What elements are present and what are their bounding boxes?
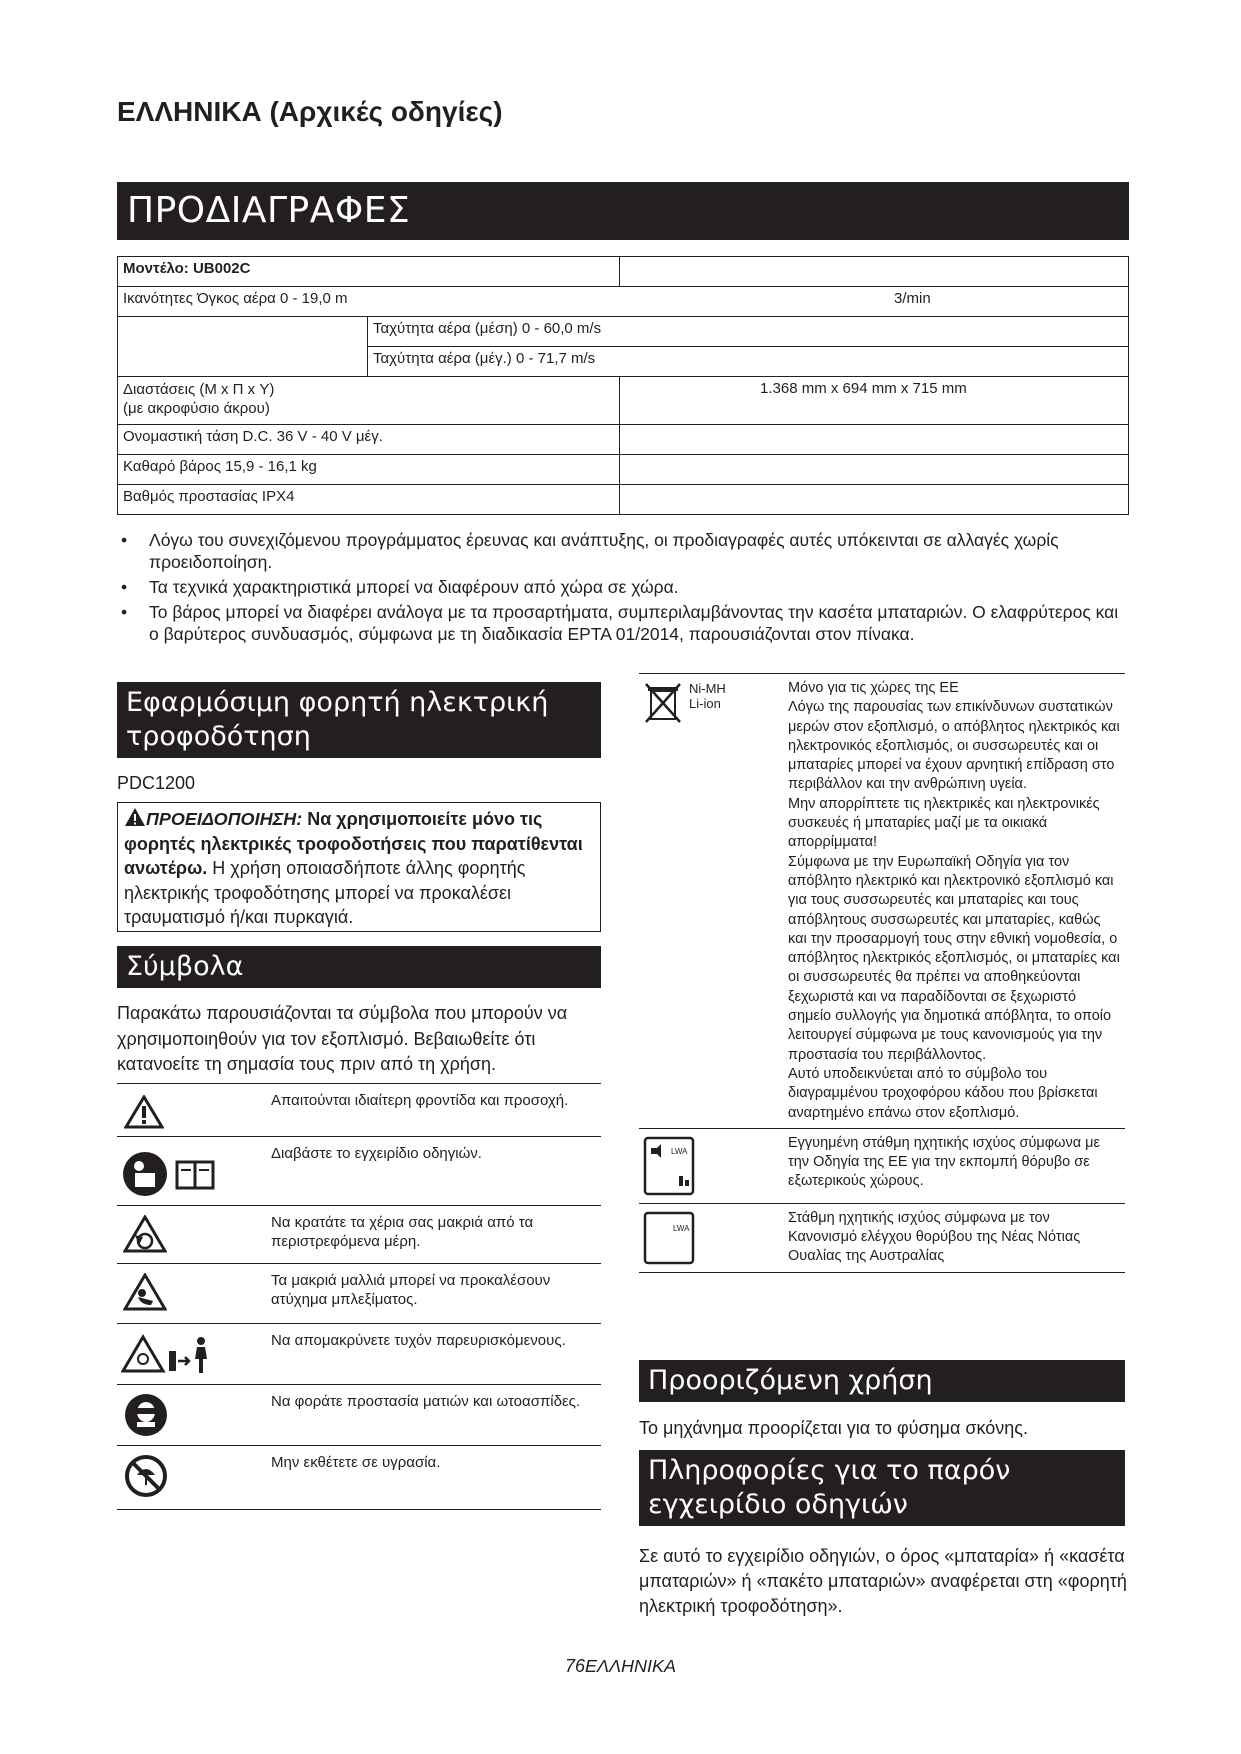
warning-text: Η χρήση οποιασδήποτε άλλης φορητής ηλεκτρικής τροφοδότησης μπορεί να προκαλέσει τραυματισμό ή/και πυρκαγιά.	[124, 858, 526, 927]
table-row	[118, 377, 1129, 425]
table-row	[117, 1084, 601, 1137]
empty-cell	[620, 455, 1129, 485]
warning-box	[117, 802, 601, 932]
empty-cell	[118, 347, 368, 377]
warning-label: ΠΡΟΕΙΔΟΠΟΙΗΣΗ:	[146, 809, 303, 829]
manual-info-heading: Πληροφορίες για το παρόν εγχειρίδιο οδηγιών	[639, 1450, 1125, 1526]
capacity-label: Ικανότητες Όγκος αέρα 0 - 19,0 m	[123, 290, 348, 307]
list-item: • Τα τεχνικά χαρακτηριστικά μπορεί να διαφέρουν από χώρα σε χώρα.	[117, 576, 1127, 598]
empty-cell	[118, 317, 368, 347]
lwa-eu-text: Εγγυημένη στάθμη ηχητικής ισχύος σύμφωνα με την Οδηγία της ΕΕ για την εκπομπή θόρυβο σε εξωτερικούς χώρους.	[784, 1128, 1125, 1203]
battery-labels	[689, 681, 726, 711]
dimensions-label: Διαστάσεις (Μ x Π x Υ) (με ακροφύσιο άκρου)	[118, 377, 620, 425]
manual-info-text: Σε αυτό το εγχειρίδιο οδηγιών, ο όρος «μπαταρία» ή «κασέτα μπαταριών» ή «πακέτο μπαταριών» αναφέρεται στη «φορητή ηλεκτρική τροφοδότηση».	[639, 1546, 1127, 1616]
warning-icon	[124, 807, 146, 827]
capacity-unit: 3/min	[894, 290, 931, 307]
battery-label: Ni-MH	[689, 681, 726, 696]
list-item: • Λόγω του συνεχιζόμενου προγράμματος έρευνας και ανάπτυξης, οι προδιαγραφές αυτές υπόκεινται σε αλλαγές χωρίς προειδοποίηση.	[117, 529, 1127, 573]
sound-power-eu-icon	[643, 1136, 780, 1198]
table-row	[118, 485, 1129, 515]
page-footer: 76ΕΛΛΗΝΙΚΑ	[564, 1656, 677, 1676]
intended-use-text: Το μηχάνημα προορίζεται για το φύσημα σκόνης.	[639, 1418, 1028, 1438]
symbol-text: Να φοράτε προστασία ματιών και ωτοασπίδες.	[265, 1385, 601, 1446]
lwa-label: LWA	[671, 1146, 688, 1156]
battery-label: Li-ion	[689, 696, 721, 711]
empty-cell	[620, 425, 1129, 455]
specs-heading: ΠΡΟΔΙΑΓΡΑΦΕΣ	[117, 182, 1129, 240]
table-row	[118, 455, 1129, 485]
table-row	[117, 1206, 601, 1264]
model-cell: Μοντέλο: UB002C	[118, 257, 620, 287]
table-row	[117, 1137, 601, 1206]
dimensions-value: 1.368 mm x 694 mm x 715 mm	[620, 377, 1129, 425]
symbol-text: Να κρατάτε τα χέρια σας μακριά από τα περιστρεφόμενα μέρη.	[265, 1206, 601, 1264]
table-row	[118, 347, 1129, 377]
capacity-cell	[118, 287, 1129, 317]
table-row	[118, 317, 1129, 347]
protection-cell: Βαθμός προστασίας IPX4	[118, 485, 620, 515]
sound-power-nsw-icon	[643, 1211, 780, 1267]
symbol-text: Μην εκθέτετε σε υγρασία.	[265, 1446, 601, 1510]
symbols-right-table	[639, 673, 1125, 1273]
language-title: ΕΛΛΗΝΙΚΑ (Αρχικές οδηγίες)	[117, 96, 503, 127]
table-row	[117, 1385, 601, 1446]
table-row	[117, 1446, 601, 1510]
symbols-intro: Παρακάτω παρουσιάζονται τα σύμβολα που μπορούν να χρησιμοποιηθούν για τον εξοπλισμό. Βεβαιωθείτε ότι κατανοείτε τη σημασία τους πριν από τη χρήση.	[117, 1003, 568, 1074]
spec-notes	[117, 529, 1127, 648]
intended-use-heading: Προοριζόμενη χρήση	[639, 1360, 1125, 1402]
power-supply-model: PDC1200	[117, 773, 196, 793]
symbols-heading: Σύμβολα	[117, 946, 601, 988]
table-row	[117, 1324, 601, 1385]
lwa-label: LWA	[673, 1223, 690, 1233]
table-row	[639, 1203, 1125, 1272]
rated-voltage-cell: Ονομαστική τάση D.C. 36 V - 40 V μέγ.	[118, 425, 620, 455]
table-row	[639, 674, 1125, 1129]
keep-bystanders-away-icon	[121, 1333, 261, 1377]
warning-bold-text: Να χρησιμοποιείτε μόνο τις φορητές ηλεκτρικές τροφοδοτήσεις που παρατίθενται ανωτέρω.	[124, 809, 583, 878]
lwa-nsw-text: Στάθμη ηχητικής ισχύος σύμφωνα με τον Κανονισμό ελέγχου θορύβου της Νέας Νότιας Ουαλίας της Αυστραλίας	[784, 1203, 1125, 1272]
power-supply-heading: Εφαρμόσιμη φορητή ηλεκτρική τροφοδότηση	[117, 682, 601, 758]
read-manual-icon	[121, 1148, 261, 1198]
symbol-text: Να απομακρύνετε τυχόν παρευρισκόμενους.	[265, 1324, 601, 1385]
max-speed-cell: Ταχύτητα αέρα (μέγ.) 0 - 71,7 m/s	[368, 347, 1129, 377]
empty-cell	[620, 257, 1129, 287]
table-row	[639, 1128, 1125, 1203]
table-row	[117, 1264, 601, 1324]
long-hair-icon	[121, 1273, 261, 1311]
crossed-bin-icon	[643, 681, 683, 725]
weee-text: Μόνο για τις χώρες της ΕΕ Λόγω της παρουσίας των επικίνδυνων συστατικών μερών στον εξοπλισμό, ο απόβλητος ηλεκτρικός και ηλεκτρονικός εξοπλισμός, οι συσσωρευτές και οι μπαταρίες μπορεί να έχουν αρνητική επίδραση στο περιβάλλον και την ανθρώπινη υγεία. Μην απορρίπτετε τις ηλεκτρικές και ηλεκτρονικές συσκευές ή μπαταρίες μαζί με τα οικιακά απορρίμματα! Σύμφωνα με την Ευρωπαϊκή Οδηγία για τον απόβλητο ηλεκτρικό και ηλεκτρονικό εξοπλισμό και για τους συσσωρευτές και μπαταρίες και τους απόβλητους συσσωρευτές και μπαταρίες, καθώς και την προσαρμογή τους στην εθνική νομοθεσία, ο απόβλητος ηλεκτρικός εξοπλισμός, οι μπαταρίες και οι συσσωρευτές θα πρέπει να αποθηκεύονται ξεχωριστά και να παραδίδονται σε ξεχωριστό σημείο συλλογής για δημοτικά απόβλητα, το οποίο λειτουργεί σύμφωνα με τους κανονισμούς για την προστασία του περιβάλλοντος. Αυτό υποδεικνύεται από το σύμβολο του διαγραμμένου τροχοφόρου κάδου που βρίσκεται αναρτημένο επάνω στον εξοπλισμό.	[784, 674, 1125, 1129]
table-row	[118, 425, 1129, 455]
eye-ear-protection-icon	[121, 1392, 261, 1438]
net-weight-cell: Καθαρό βάρος 15,9 - 16,1 kg	[118, 455, 620, 485]
warning-triangle-icon	[121, 1095, 261, 1129]
symbol-text: Διαβάστε το εγχειρίδιο οδηγιών.	[265, 1137, 601, 1206]
table-row	[118, 257, 1129, 287]
specs-table	[117, 256, 1129, 515]
symbol-text: Απαιτούνται ιδιαίτερη φροντίδα και προσοχή.	[265, 1084, 601, 1137]
symbols-table	[117, 1083, 601, 1510]
rotating-parts-icon	[121, 1215, 261, 1253]
avg-speed-cell: Ταχύτητα αέρα (μέση) 0 - 60,0 m/s	[368, 317, 1129, 347]
table-row	[118, 287, 1129, 317]
symbol-text: Τα μακριά μαλλιά μπορεί να προκαλέσουν ατύχημα μπλεξίματος.	[265, 1264, 601, 1324]
no-rain-icon	[121, 1453, 261, 1499]
list-item: • Το βάρος μπορεί να διαφέρει ανάλογα με τα προσαρτήματα, συμπεριλαμβάνοντας την κασέτα μπαταριών. Ο ελαφρύτερος και ο βαρύτερος συνδυασμός, σύμφωνα με τη διαδικασία EPTA 01/2014, παρουσιάζονται στον πίνακα.	[117, 601, 1127, 645]
empty-cell	[620, 485, 1129, 515]
